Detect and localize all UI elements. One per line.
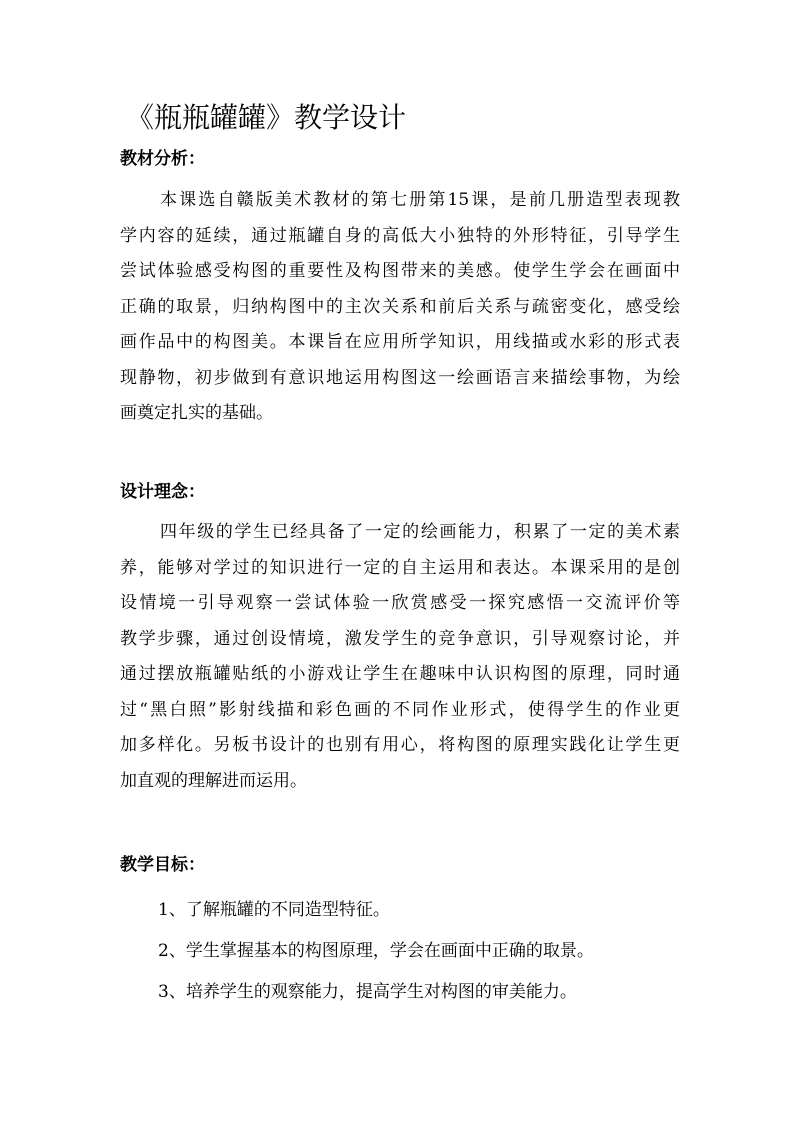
- paragraph-line: 本课选自赣版美术教材的第七册第15课，是前几册造型表现教: [160, 190, 680, 210]
- paragraph-line: 养，能够对学过的知识进行一定的自主运用和表达。本课采用的是创: [120, 557, 680, 578]
- goal-item: 2、学生掌握基本的构图原理，学会在画面中正确的取景。: [158, 941, 594, 961]
- paragraph-line: 设情境一引导观察一尝试体验一欣赏感受一探究感悟一交流评价等: [120, 593, 680, 613]
- section-heading-analysis: 教材分析：: [120, 149, 205, 169]
- goal-item: 3、培养学生的观察能力，提高学生对构图的审美能力。: [158, 982, 577, 1002]
- paragraph-line: 加直观的理解进而运用。: [120, 770, 307, 791]
- paragraph-line: 四年级的学生已经具备了一定的绘画能力，积累了一定的美术素: [160, 522, 680, 542]
- paragraph-line: 教学步骤，通过创设情境，激发学生的竞争意识，引导观察讨论，并: [120, 628, 680, 649]
- document-title: 《瓶瓶罐罐》教学设计: [126, 101, 407, 134]
- section-heading-goals: 教学目标：: [120, 855, 205, 875]
- section-heading-concept: 设计理念：: [120, 482, 205, 502]
- paragraph-line: 学内容的延续，通过瓶罐自身的高低大小独特的外形特征，引导学生: [120, 225, 680, 246]
- paragraph-line: 画奠定扎实的基础。: [120, 403, 273, 423]
- paragraph-line: 现静物，初步做到有意识地运用构图这一绘画语言来描绘事物，为绘: [120, 367, 680, 388]
- paragraph-analysis: [120, 183, 680, 432]
- paragraph-line: 过“黑白照”影射线描和彩色画的不同作业形式，使得学生的作业更: [120, 699, 680, 720]
- paragraph-line: 通过摆放瓶罐贴纸的小游戏让学生在趣味中认识构图的原理，同时通: [120, 664, 680, 684]
- paragraph-line: 正确的取景，归纳构图中的主次关系和前后关系与疏密变化，感受绘: [120, 296, 680, 317]
- paragraph-line: 加多样化。另板书设计的也别有用心，将构图的原理实践化让学生更: [120, 735, 680, 755]
- paragraph-concept: [120, 515, 680, 799]
- paragraph-line: 尝试体验感受构图的重要性及构图带来的美感。使学生学会在画面中: [120, 261, 680, 281]
- paragraph-line: 画作品中的构图美。本课旨在应用所学知识，用线描或水彩的形式表: [120, 332, 680, 352]
- goal-item: 1、了解瓶罐的不同造型特征。: [158, 900, 390, 920]
